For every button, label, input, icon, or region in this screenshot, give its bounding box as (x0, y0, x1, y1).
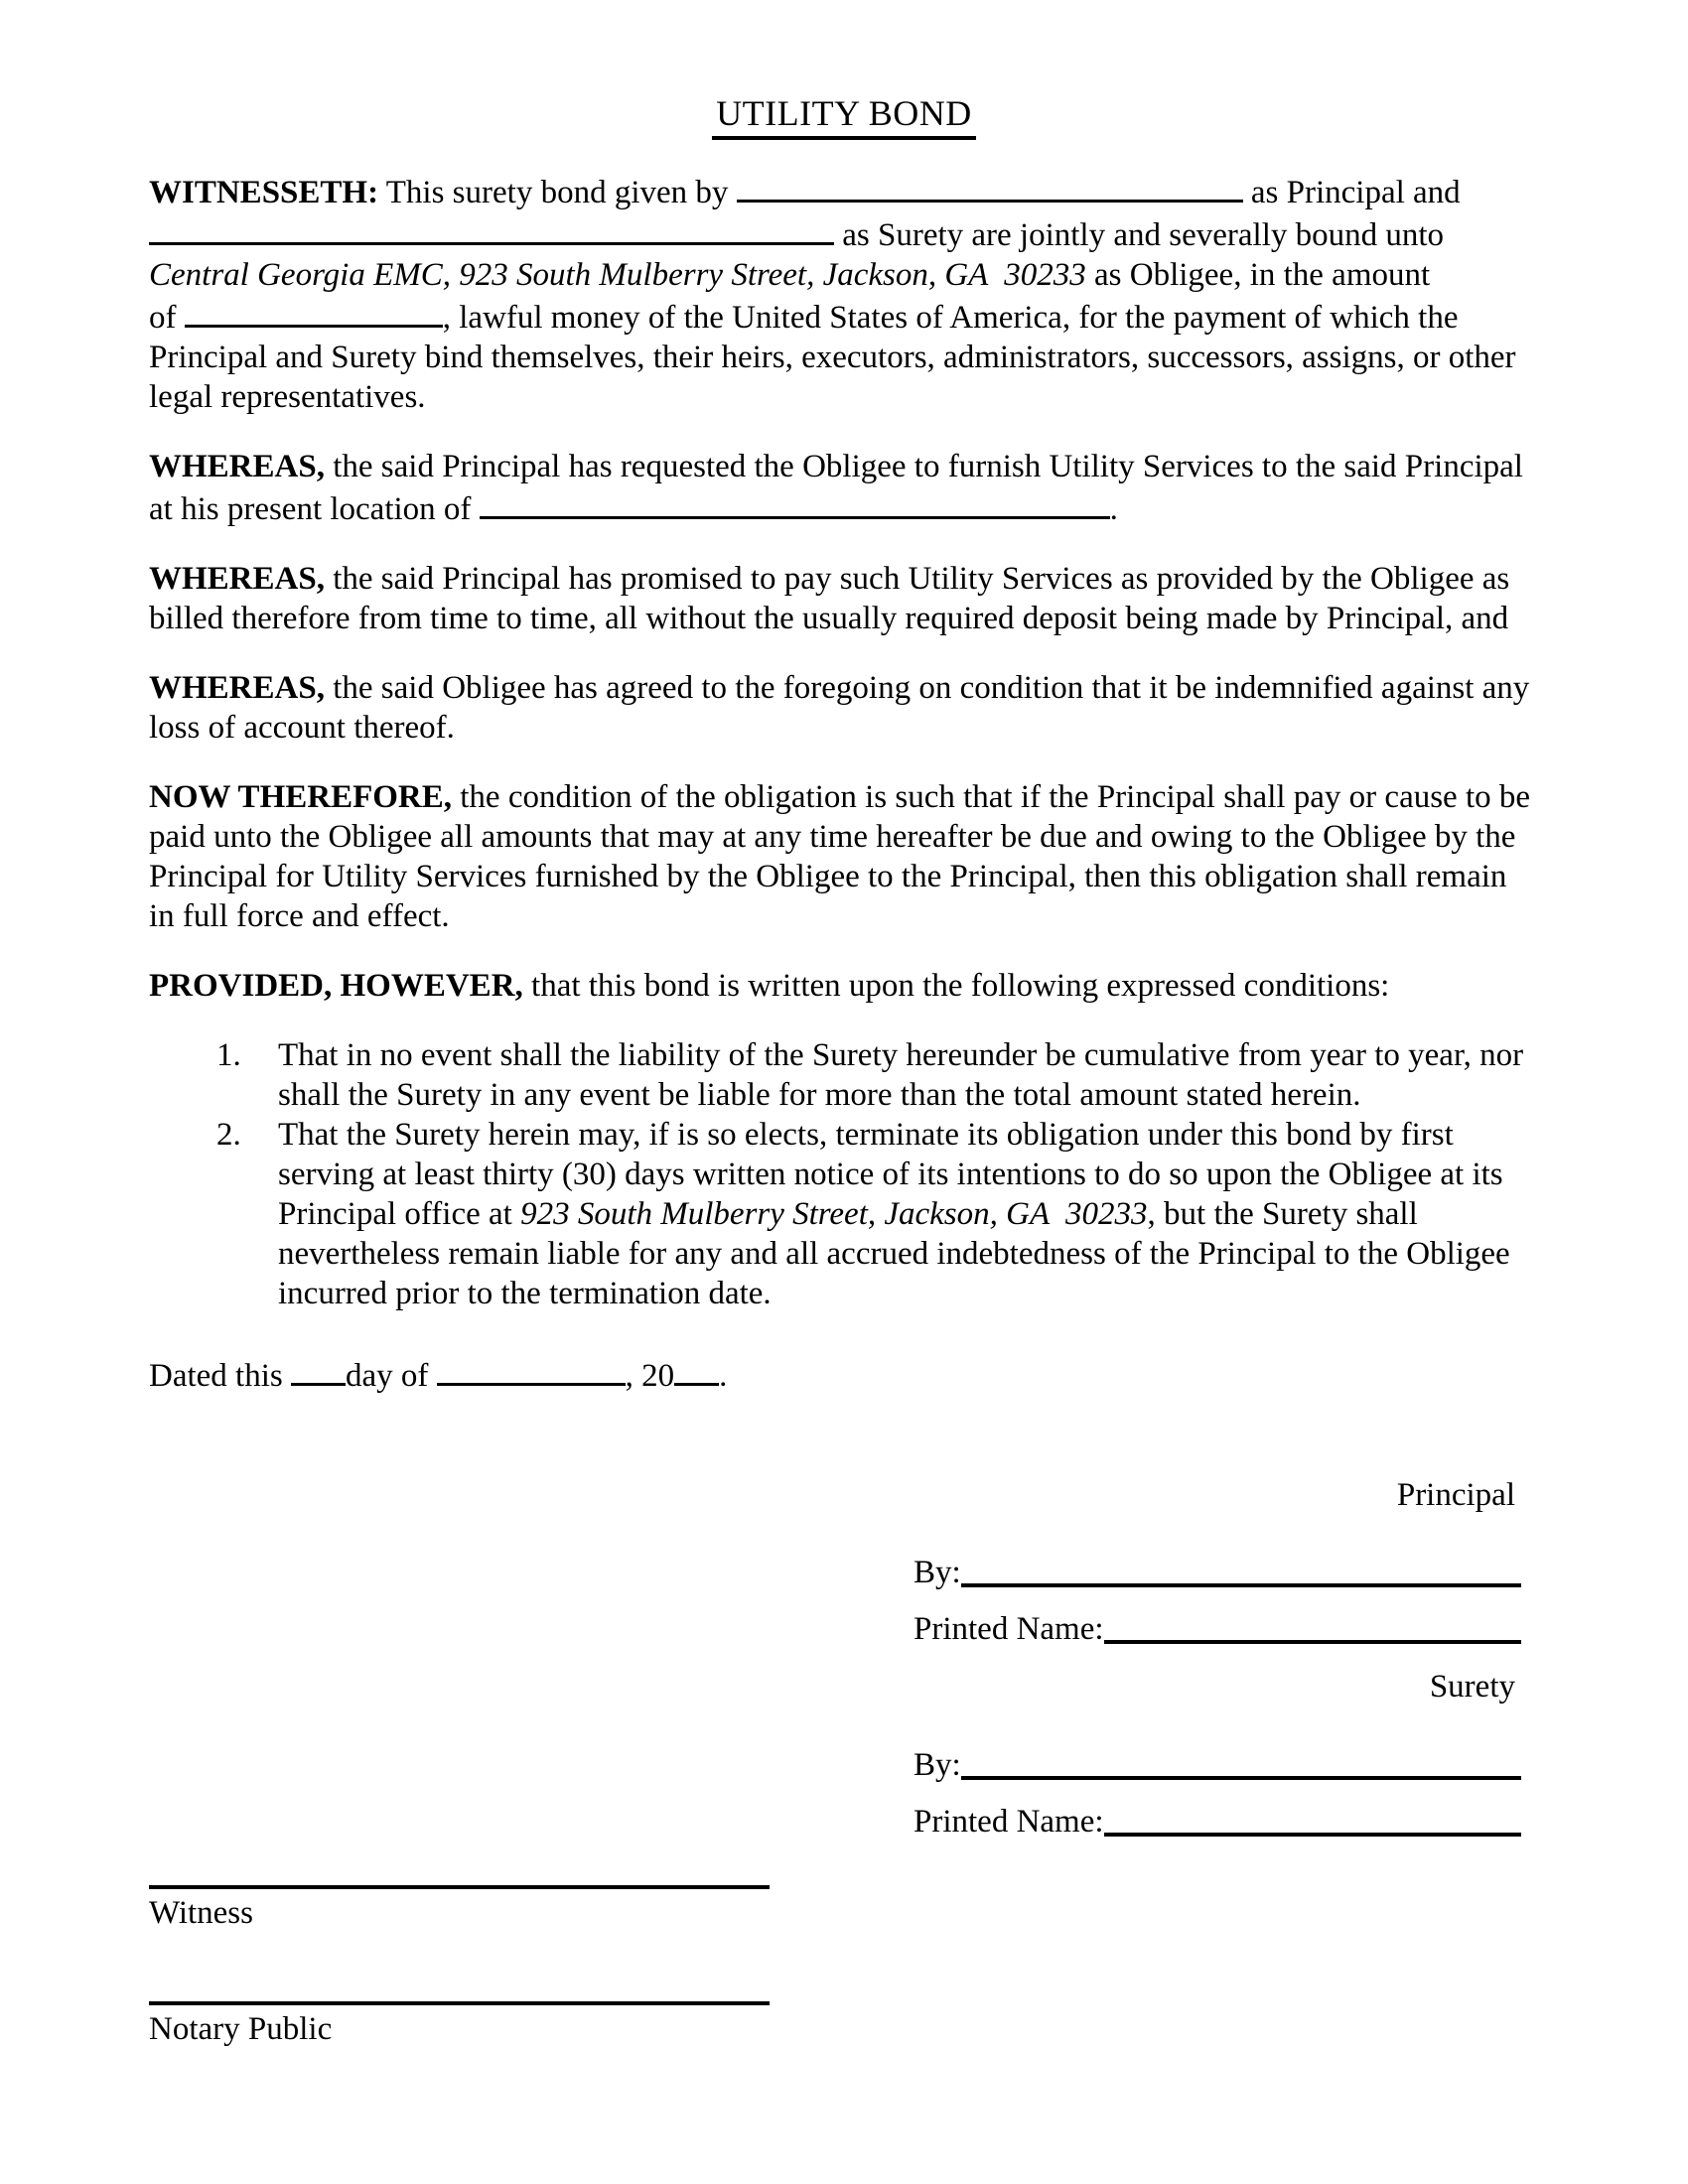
notary-public-label: Notary Public (149, 2011, 333, 2047)
principal-printed-name-line (1104, 1614, 1521, 1644)
condition-item-1 (216, 1035, 1539, 1115)
whereas-payment-label: WHEREAS, (149, 561, 325, 597)
principal-by-label: By: (914, 1555, 961, 1590)
condition-2-text (278, 1115, 1539, 1313)
whereas-services-paragraph (149, 447, 1539, 529)
surety-by-label: By: (914, 1747, 961, 1783)
witnesseth-text-4b: of (149, 300, 185, 336)
dated-text-1: Dated this (149, 1358, 291, 1394)
bond-amount-blank (185, 295, 443, 328)
witness-label: Witness (149, 1895, 253, 1931)
surety-printed-name-row (914, 1802, 1521, 1842)
witnesseth-text-4: as Obligee, in the amount (1085, 257, 1439, 293)
whereas-indemnity-text: the said Obligee has agreed to the foregoing on condition that it be indemnified against any loss of account thereof. (149, 670, 1538, 746)
whereas-indemnity-paragraph (149, 668, 1539, 748)
witness-signature-line (149, 1885, 770, 1889)
surety-signature-line (961, 1750, 1521, 1780)
provided-however-paragraph (149, 966, 1539, 1006)
principal-by-row (914, 1553, 1521, 1592)
condition-2-text-1: That the Surety herein may, if is so elects, terminate its obligation under this bond by first serving at least thirty (30) days written notice of its intentions to do so upon the Obligee at its Principal office at (278, 1117, 1511, 1232)
whereas-indemnity-label: WHEREAS, (149, 670, 325, 706)
notary-signature-line (149, 2001, 770, 2005)
condition-2-number: 2. (216, 1117, 241, 1153)
document-title: UTILITY BOND (712, 91, 976, 140)
dated-text-2: day of (345, 1358, 437, 1394)
month-blank (437, 1353, 626, 1386)
day-blank (291, 1353, 346, 1386)
whereas-services-period: . (1109, 491, 1118, 527)
witnesseth-text-3: as Surety are jointly and severally bound unto (834, 217, 1453, 253)
obligee-address-text: Central Georgia EMC, 923 South Mulberry Street, Jackson, GA 30233 (149, 257, 1086, 293)
whereas-services-text: the said Principal has requested the Obligee to furnish Utility Services to the said Principal at his present location of (149, 449, 1532, 527)
surety-office-address-text: 923 South Mulberry Street, Jackson, GA 30233 (520, 1196, 1148, 1232)
condition-1-text: That in no event shall the liability of the Surety hereunder be cumulative from year to year, nor shall the Surety in any event be liable for more than the total amount stated herein. (278, 1037, 1532, 1113)
principal-name-blank (737, 170, 1243, 203)
dated-text-3: , 20 (625, 1358, 675, 1394)
surety-section-label: Surety (1429, 1669, 1515, 1705)
service-location-blank (480, 486, 1110, 519)
witnesseth-text-2: as Principal and (1242, 175, 1469, 210)
surety-by-row (914, 1745, 1521, 1785)
condition-item-2 (216, 1115, 1539, 1313)
dated-line (149, 1353, 1539, 1396)
provided-however-label: PROVIDED, HOWEVER, (149, 968, 523, 1004)
whereas-payment-text: the said Principal has promised to pay such Utility Services as provided by the Obligee as billed therefore from time to time, all without the usually required deposit being made by Principal, and (149, 561, 1518, 636)
now-therefore-text: the condition of the obligation is such that if the Principal shall pay or cause to be paid unto the Obligee all amounts that may at any time hereafter be due and owing to the Obligee by the Principal for Utility Services furnished by the Obligee to the Principal, then this obligation shall remain in full force and effect. (149, 779, 1539, 934)
condition-2-text-2: , but the Surety shall nevertheless remain liable for any and all accrued indebtedness of the Principal to the Obligee incurred prior to the termination date. (278, 1196, 1518, 1311)
year-blank (674, 1353, 719, 1386)
surety-printed-name-line (1104, 1807, 1521, 1837)
witnesseth-text-1: This surety bond given by (378, 175, 737, 210)
dated-text-4: . (719, 1358, 728, 1394)
principal-printed-name-label: Printed Name: (914, 1611, 1104, 1647)
witnesseth-text-5: , lawful money of the United States of America, for the payment of which the Principal and Surety bind themselves, their heirs, executors, administrators, successors, assigns, or other legal representatives. (149, 300, 1524, 415)
surety-name-blank (149, 212, 834, 245)
surety-printed-name-label: Printed Name: (914, 1804, 1104, 1840)
principal-section-label: Principal (1396, 1477, 1515, 1513)
principal-printed-name-row (914, 1609, 1521, 1649)
provided-however-text: that this bond is written upon the following expressed conditions: (522, 968, 1390, 1004)
now-therefore-paragraph (149, 777, 1539, 936)
principal-signature-line (961, 1558, 1521, 1587)
now-therefore-label: NOW THEREFORE, (149, 779, 453, 815)
condition-1-number: 1. (216, 1037, 241, 1073)
witnesseth-paragraph (149, 170, 1539, 417)
whereas-services-label: WHEREAS, (149, 449, 325, 484)
amount-blank-group (149, 300, 443, 336)
conditions-list (216, 1035, 1539, 1313)
witnesseth-label: WITNESSETH: (149, 175, 379, 210)
whereas-payment-paragraph (149, 559, 1539, 638)
title-row (149, 91, 1539, 140)
